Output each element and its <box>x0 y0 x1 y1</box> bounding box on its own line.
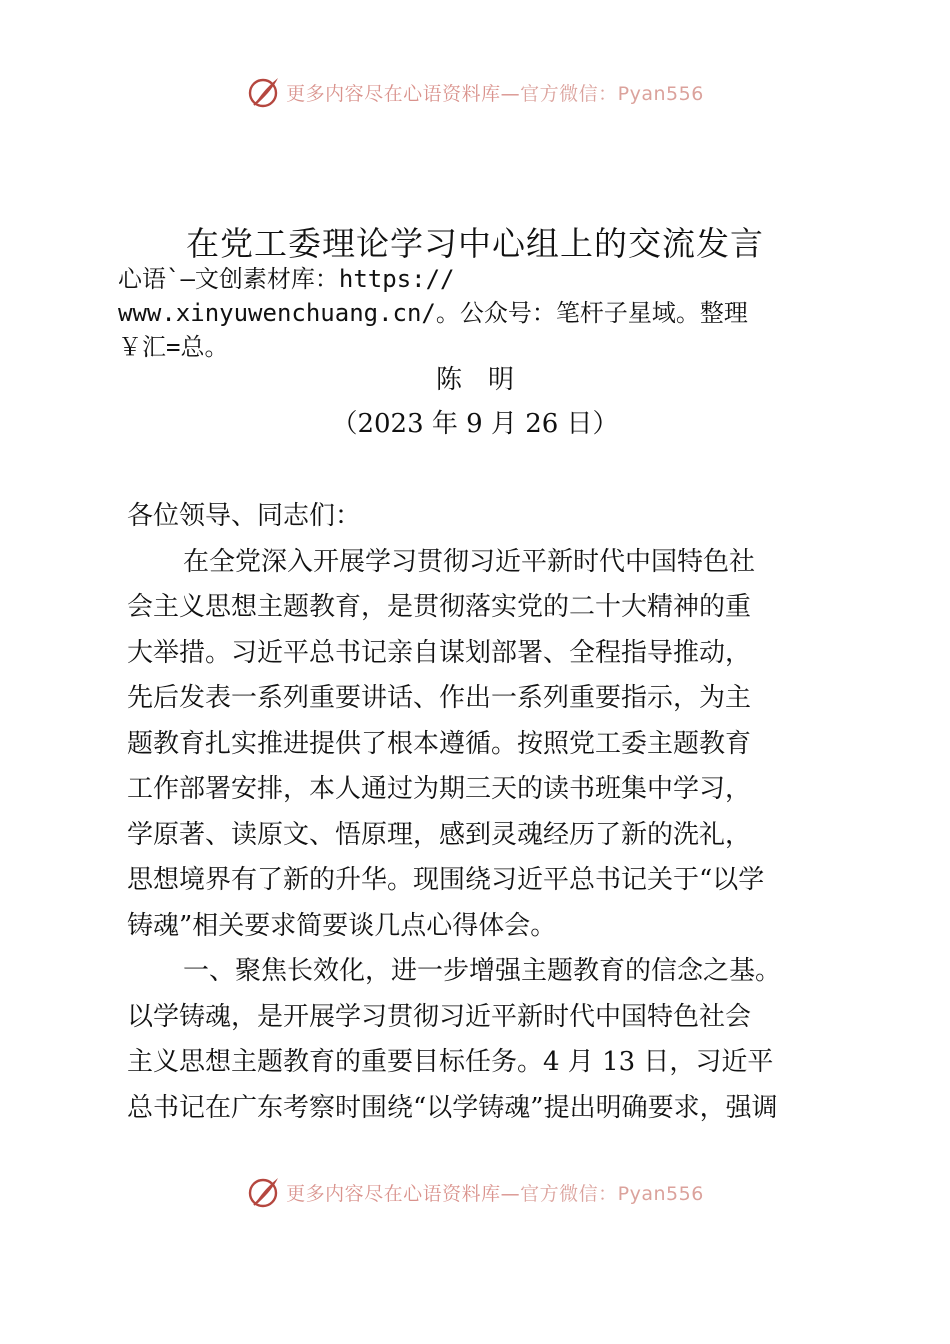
body-line: 在全党深入开展学习贯彻习近平新时代中国特色社 <box>183 546 756 577</box>
source-line: 心语`—文创素材库：https:// <box>118 265 455 293</box>
body-line: 以学铸魂，是开展学习贯彻习近平新时代中国特色社会 <box>127 1001 752 1032</box>
body-text <box>127 494 839 1131</box>
document-title: 在党工委理论学习中心组上的交流发言 <box>186 224 764 263</box>
body-line: 大举措。习近平总书记亲自谋划部署、全程指导推动， <box>127 637 752 668</box>
banner-text: 更多内容尽在心语资料库—官方微信：Pyan556 <box>286 82 704 105</box>
body-line: 会主义思想主题教育，是贯彻落实党的二十大精神的重 <box>127 592 752 622</box>
document-date: （2023 年 9 月 26 日） <box>331 409 619 439</box>
body-line: 总书记在广东考察时围绕“以学铸魂”提出明确要求，强调 <box>127 1092 778 1123</box>
author-name: 陈 明 <box>435 365 514 395</box>
footer-banner <box>0 1172 950 1212</box>
body-line: 一、聚焦长效化，进一步增强主题教育的信念之基。 <box>183 956 782 986</box>
quill-pen-logo-icon <box>246 1174 282 1210</box>
body-line: 各位领导、同志们： <box>127 501 362 531</box>
body-line: 先后发表一系列重要讲话、作出一系列重要指示，为主 <box>127 683 752 713</box>
body-line: 思想境界有了新的升华。现围绕习近平总书记关于“以学 <box>127 865 765 895</box>
body-line: 学原著、读原文、悟原理，感到灵魂经历了新的洗礼， <box>127 819 752 850</box>
body-line: 题教育扎实推进提供了根本遵循。按照党工委主题教育 <box>127 728 752 759</box>
body-line: 铸魂”相关要求简要谈几点心得体会。 <box>127 910 557 941</box>
header-banner <box>0 72 950 112</box>
source-note <box>118 262 838 364</box>
body-line: 主义思想主题教育的重要目标任务。4 月 13 日，习近平 <box>127 1047 774 1077</box>
source-line: ￥汇=总。 <box>118 333 229 361</box>
quill-pen-logo-icon <box>246 74 282 110</box>
banner-text: 更多内容尽在心语资料库—官方微信：Pyan556 <box>286 1182 704 1205</box>
source-line: www.xinyuwenchuang.cn/。公众号：笔杆子星域。整理 <box>118 299 748 327</box>
body-line: 工作部署安排，本人通过为期三天的读书班集中学习， <box>127 774 752 804</box>
